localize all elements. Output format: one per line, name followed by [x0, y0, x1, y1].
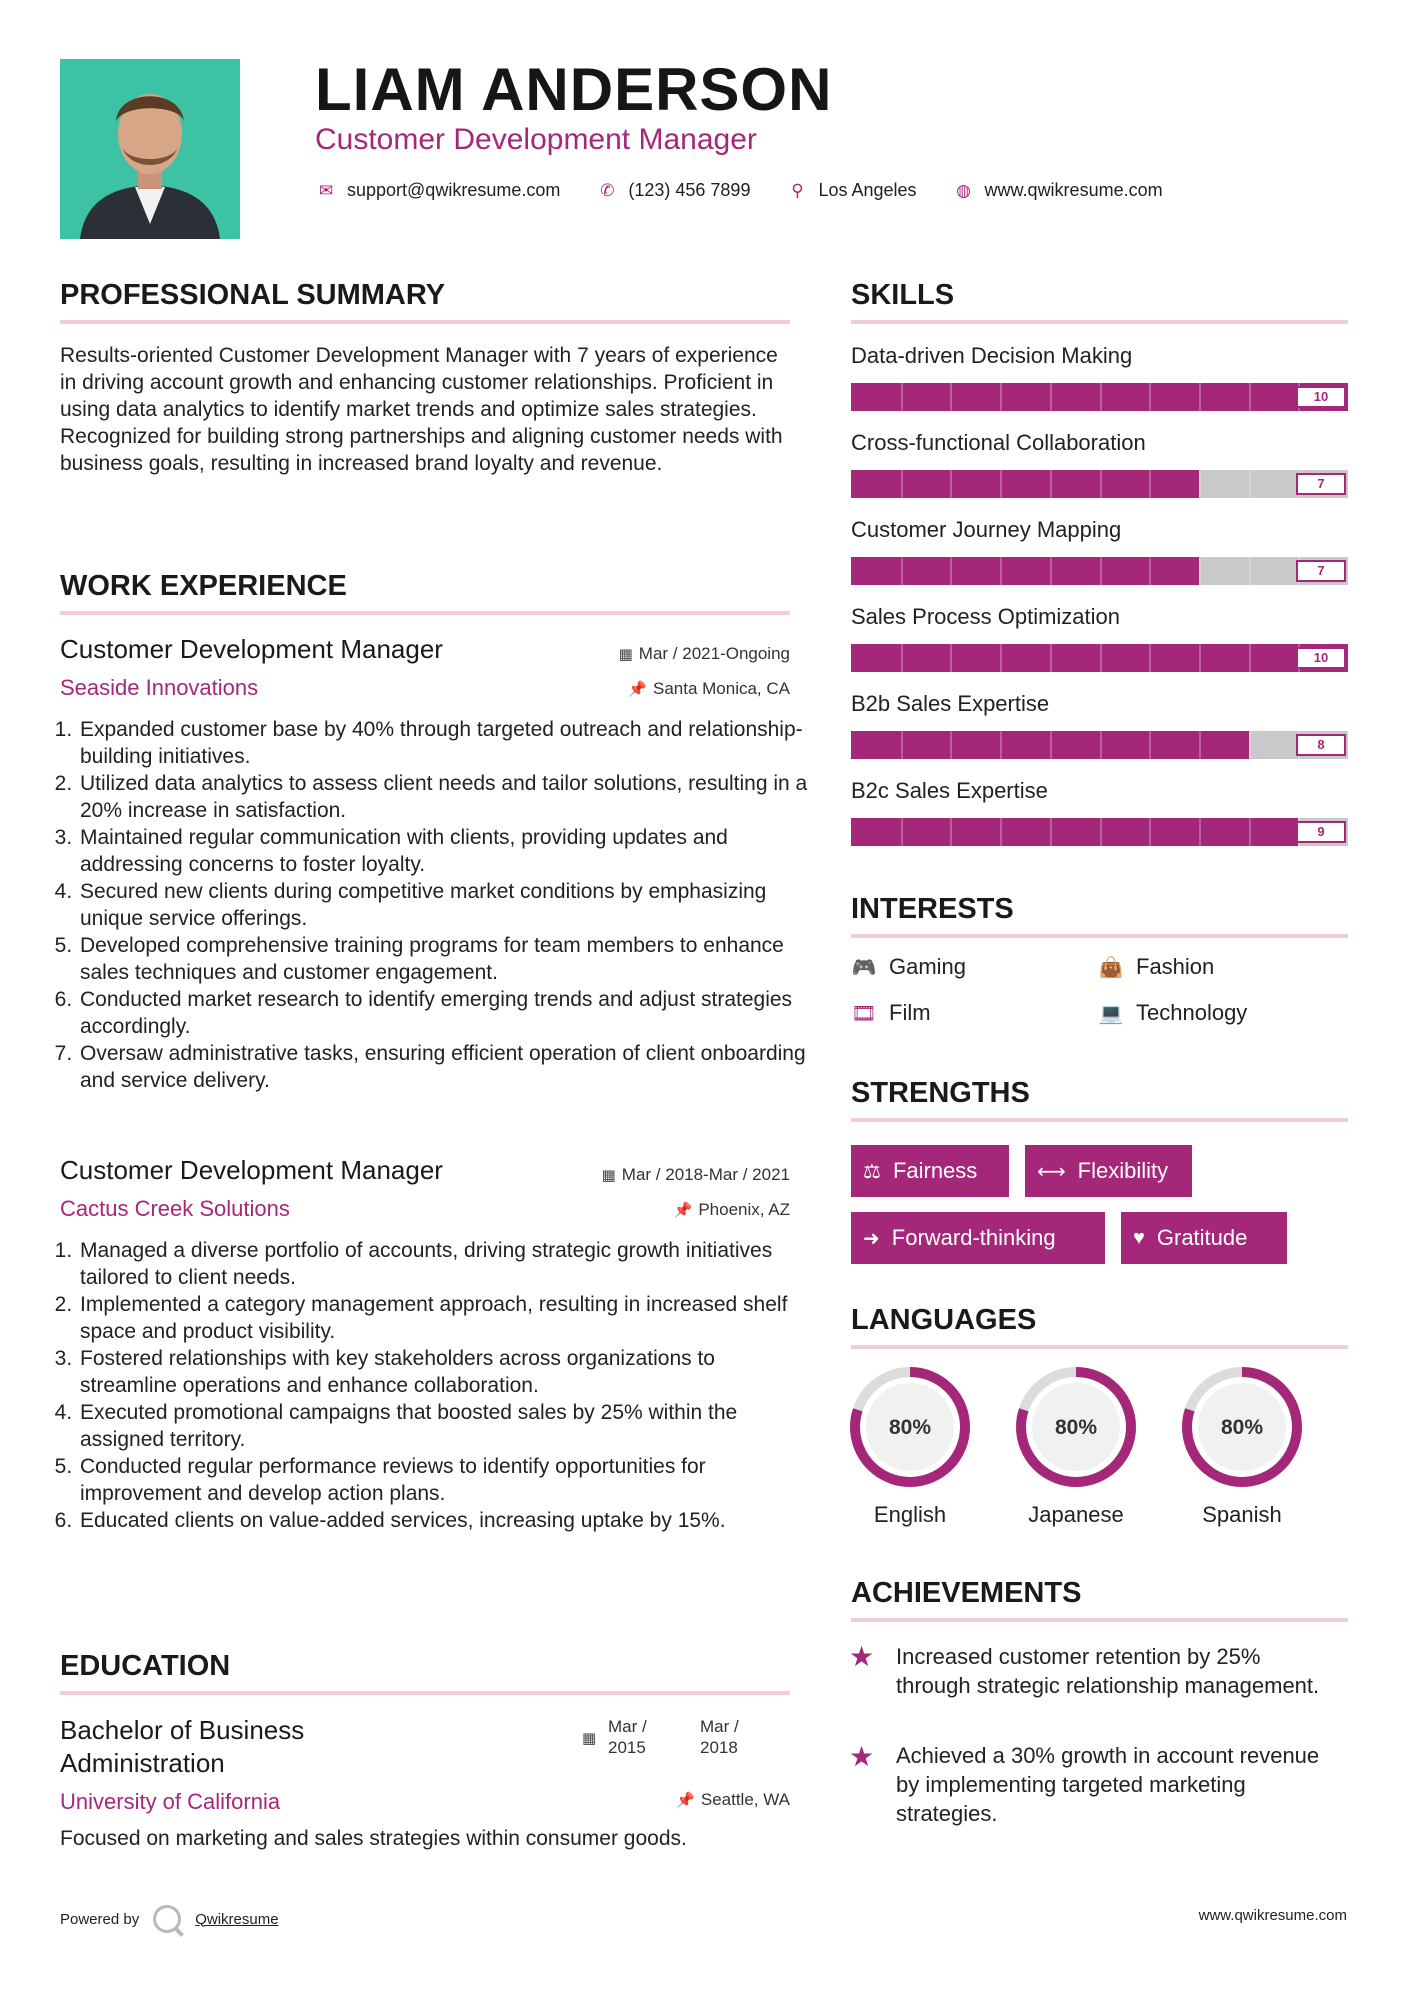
strength-forward-thinking [851, 1212, 1105, 1264]
job-company: Seaside Innovations [60, 675, 259, 700]
interest-label: Film [889, 1000, 931, 1025]
strengths-divider [851, 1118, 1348, 1122]
strength-fairness [851, 1145, 1009, 1197]
contact-bar [315, 180, 1189, 201]
skills-divider [851, 320, 1348, 324]
job-location [674, 1200, 790, 1220]
skill-bar-segment [1249, 644, 1251, 672]
education-location [676, 1790, 790, 1810]
job-bullets [60, 716, 813, 1094]
job-date-text: Mar / 2018-Mar / 2021 [621, 1165, 790, 1184]
list-item: 3. Maintained regular communication with clients, providing updates and addressing concerns to foster loyalty. [78, 824, 813, 878]
job-title: Customer Development Manager [60, 1155, 443, 1185]
summary-heading: PROFESSIONAL SUMMARY [60, 279, 446, 311]
skill-bar-segment [1249, 383, 1251, 411]
strength-gratitude [1121, 1212, 1287, 1264]
interest-film [851, 1000, 931, 1026]
list-item: 1. Expanded customer base by 40% through targeted outreach and relationship-building initiatives. [78, 716, 813, 770]
interest-label: Gaming [889, 954, 967, 979]
skill-item [851, 777, 1348, 857]
skill-bar-segment [1199, 470, 1201, 498]
education-end [700, 1716, 739, 1758]
skill-bar-fill [851, 818, 1298, 846]
star-icon: ★ [849, 1741, 875, 1772]
summary-text: Results-oriented Customer Development Manager with 7 years of experience in driving account growth and enhancing customer relationships. Proficient in using data analytics to identify market trends and optimize sales strategies. Recognized for building strong partnerships and aligning customer needs with business goals, resulting in increased brand loyalty and revenue. [60, 344, 783, 475]
powered-by-text: Powered by [60, 1910, 140, 1928]
skill-bar-segment [1000, 644, 1002, 672]
education-location-text: Seattle, WA [700, 1790, 790, 1809]
skill-name: Customer Journey Mapping [851, 517, 1122, 542]
skill-bar-segment [1050, 644, 1052, 672]
calendar-icon: ▦ [601, 1167, 616, 1184]
profile-photo [60, 59, 240, 239]
list-item: 5. Conducted regular performance reviews to identify opportunities for improvement and develop action plans. [78, 1453, 813, 1507]
strengths-heading: STRENGTHS [851, 1077, 1030, 1109]
skill-bar-segment [1199, 818, 1201, 846]
skill-level: 8 [1296, 734, 1346, 756]
skill-bar-segment [1100, 383, 1102, 411]
calendar-icon: ▦ [618, 646, 633, 663]
job-bullets [60, 1237, 813, 1534]
skill-bar-segment [1050, 383, 1052, 411]
contact-phone[interactable]: (123) 456 7899 [628, 180, 751, 200]
skill-item [851, 342, 1348, 422]
achievements-divider [851, 1618, 1348, 1622]
skill-bar-segment [1100, 731, 1102, 759]
education-start-line-2: 2015 [608, 1738, 646, 1757]
languages-list [840, 1362, 1340, 1542]
list-item: 1. Managed a diverse portfolio of accounts, driving strategic growth initiatives tailored to client needs. [78, 1237, 813, 1291]
arrows-horizontal-icon: ⟷ [1037, 1160, 1066, 1183]
degree-line-2: Administration [60, 1748, 225, 1778]
skill-bar-segment [1149, 644, 1151, 672]
achievements-heading: ACHIEVEMENTS [851, 1577, 1082, 1609]
candidate-title: Customer Development Manager [315, 123, 757, 156]
skill-bar-segment [1199, 383, 1201, 411]
laptop-icon: 💻 [1098, 1002, 1124, 1025]
skill-bar-segment [950, 557, 952, 585]
job-title: Customer Development Manager [60, 634, 443, 664]
pin-icon: 📌 [673, 1202, 693, 1219]
language-name: English [873, 1502, 947, 1527]
arrow-right-icon: ➜ [863, 1227, 880, 1250]
education-start-line-1: Mar / [608, 1717, 647, 1736]
star-icon: ★ [849, 1641, 875, 1672]
education-start [608, 1716, 647, 1758]
skill-bar-segment [1000, 557, 1002, 585]
candidate-name: LIAM ANDERSON [315, 56, 833, 123]
education-heading: EDUCATION [60, 1650, 231, 1682]
skill-bar [851, 470, 1348, 498]
envelope-icon: ✉ [318, 180, 334, 200]
strength-flexibility [1025, 1145, 1192, 1197]
skill-item [851, 429, 1348, 509]
achievement-item: Achieved a 30% growth in account revenue by implementing targeted marketing strategies. [896, 1743, 1320, 1826]
interest-gaming [851, 954, 966, 980]
skill-name: B2c Sales Expertise [851, 778, 1048, 803]
avatar [60, 59, 240, 239]
list-item: 6. Educated clients on value-added services, increasing uptake by 15%. [78, 1507, 813, 1534]
skill-bar-segment [1199, 731, 1201, 759]
work-divider [60, 611, 790, 615]
list-item: 5. Developed comprehensive training programs for team members to enhance sales techniques and customer engagement. [78, 932, 813, 986]
degree-title [60, 1714, 304, 1780]
qwikresume-logo-icon [153, 1905, 181, 1933]
skill-name: B2b Sales Expertise [851, 691, 1050, 716]
interest-label: Fashion [1136, 954, 1215, 979]
job-date-text: Mar / 2021-Ongoing [638, 644, 790, 663]
list-item: 7. Oversaw administrative tasks, ensuring efficient operation of client onboarding and service delivery. [78, 1040, 813, 1094]
skill-bar-segment [901, 644, 903, 672]
skill-bar-segment [950, 470, 952, 498]
contact-website[interactable]: www.qwikresume.com [984, 180, 1163, 200]
skill-bar-fill [851, 557, 1199, 585]
list-item: 4. Secured new clients during competitive market conditions by emphasizing unique service offerings. [78, 878, 813, 932]
language-name: Japanese [1028, 1502, 1124, 1527]
language-ring [1006, 1362, 1146, 1492]
languages-heading: LANGUAGES [851, 1304, 1037, 1336]
skill-item [851, 516, 1348, 596]
job-location-text: Santa Monica, CA [652, 679, 790, 698]
brand-link[interactable]: Qwikresume [195, 1910, 279, 1928]
contact-email[interactable]: support@qwikresume.com [347, 180, 561, 200]
calendar-icon: ▦ [582, 1730, 597, 1747]
list-item: 3. Fostered relationships with key stakeholders across organizations to streamline operations and enhance collaboration. [78, 1345, 813, 1399]
language-percent: 80% [1054, 1416, 1098, 1439]
skill-bar-segment [1000, 470, 1002, 498]
skill-level: 10 [1296, 647, 1346, 669]
language-name: Spanish [1202, 1502, 1282, 1527]
language-percent: 80% [1220, 1416, 1264, 1439]
globe-icon: ◍ [956, 180, 971, 200]
language-item [1172, 1362, 1312, 1542]
skill-bar-fill [851, 470, 1199, 498]
work-heading: WORK EXPERIENCE [60, 570, 347, 602]
strength-label: Forward-thinking [891, 1225, 1056, 1250]
interest-fashion [1098, 954, 1214, 980]
degree-line-1: Bachelor of Business [60, 1715, 305, 1745]
strength-label: Fairness [892, 1158, 978, 1183]
summary-divider [60, 320, 790, 324]
skill-level: 7 [1296, 473, 1346, 495]
pin-icon: 📌 [676, 1792, 695, 1809]
skill-bar-segment [1050, 470, 1052, 498]
skill-bar-segment [950, 644, 952, 672]
strength-label: Gratitude [1156, 1225, 1248, 1250]
skill-bar [851, 383, 1348, 411]
job-location-text: Phoenix, AZ [698, 1200, 790, 1219]
language-percent: 80% [888, 1416, 932, 1439]
achievement-item: Increased customer retention by 25% through strategic relationship management. [896, 1644, 1320, 1698]
heart-icon: ♥ [1133, 1226, 1145, 1249]
interest-technology [1098, 1000, 1247, 1026]
interests-divider [851, 934, 1348, 938]
skill-bar-segment [1050, 731, 1052, 759]
language-item [840, 1362, 980, 1542]
education-end-line-2: 2018 [700, 1738, 738, 1757]
skill-level: 9 [1296, 821, 1346, 843]
skill-name: Sales Process Optimization [851, 604, 1120, 629]
map-pin-icon: ⚲ [791, 180, 804, 200]
skill-item [851, 690, 1348, 770]
skill-bar-segment [901, 818, 903, 846]
shopping-bag-icon: 👜 [1098, 956, 1124, 979]
job-date [602, 1165, 790, 1185]
skill-bar [851, 818, 1348, 846]
skill-bar-segment [1100, 470, 1102, 498]
strength-label: Flexibility [1077, 1158, 1169, 1183]
contact-location: Los Angeles [818, 180, 917, 200]
skill-bar-segment [1000, 818, 1002, 846]
skill-item [851, 603, 1348, 683]
skill-bar [851, 644, 1348, 672]
skill-bar-segment [1149, 557, 1151, 585]
education-end-line-1: Mar / [700, 1717, 739, 1736]
skill-bar-segment [1249, 557, 1251, 585]
footer-powered [60, 1905, 279, 1933]
skill-name: Data-driven Decision Making [851, 343, 1133, 368]
footer-website[interactable]: www.qwikresume.com [1198, 1907, 1347, 1924]
list-item: 2. Implemented a category management approach, resulting in increased shelf space and product visibility. [78, 1291, 813, 1345]
skill-bar-segment [1100, 557, 1102, 585]
balance-scale-icon: ⚖ [863, 1160, 881, 1183]
pin-icon: 📌 [628, 681, 647, 698]
job-date [619, 644, 790, 664]
list-item: 6. Conducted market research to identify emerging trends and adjust strategies accordingly. [78, 986, 813, 1040]
skill-level: 10 [1296, 386, 1346, 408]
language-ring [840, 1362, 980, 1492]
skill-bar-segment [1000, 731, 1002, 759]
education-description: Focused on marketing and sales strategies within consumer goods. [60, 1827, 687, 1850]
skill-bar-segment [901, 731, 903, 759]
gamepad-icon: 🎮 [851, 956, 877, 979]
skills-heading: SKILLS [851, 279, 955, 311]
skill-bar [851, 731, 1348, 759]
skill-bar-segment [1149, 818, 1151, 846]
skill-bar [851, 557, 1348, 585]
job-location [628, 679, 790, 699]
skill-bar-segment [1050, 818, 1052, 846]
language-item [1006, 1362, 1146, 1542]
skill-bar-segment [950, 818, 952, 846]
list-item: 2. Utilized data analytics to assess client needs and tailor solutions, resulting in a 20% increase in satisfaction. [78, 770, 813, 824]
skill-bar-segment [1100, 644, 1102, 672]
skill-bar-segment [901, 557, 903, 585]
skill-bar-segment [1100, 818, 1102, 846]
phone-icon: ✆ [600, 180, 615, 200]
skill-bar-segment [1149, 731, 1151, 759]
skill-level: 7 [1296, 560, 1346, 582]
skill-bar-segment [901, 470, 903, 498]
list-item: 4. Executed promotional campaigns that boosted sales by 25% within the assigned territory. [78, 1399, 813, 1453]
skill-bar-segment [950, 731, 952, 759]
skill-bar-segment [1249, 731, 1251, 759]
skill-bar-segment [901, 383, 903, 411]
skill-bar-segment [1199, 557, 1201, 585]
film-icon: 🎞 [851, 1002, 877, 1025]
skill-bar-segment [950, 383, 952, 411]
skill-bar-segment [1249, 818, 1251, 846]
skill-bar-segment [1050, 557, 1052, 585]
skill-bar-segment [1000, 383, 1002, 411]
languages-divider [851, 1345, 1348, 1349]
language-ring [1172, 1362, 1312, 1492]
education-divider [60, 1691, 790, 1695]
skill-bar-segment [1249, 470, 1251, 498]
education-school: University of California [60, 1789, 281, 1814]
skill-bar-segment [1149, 470, 1151, 498]
job-company: Cactus Creek Solutions [60, 1196, 290, 1221]
interests-heading: INTERESTS [851, 893, 1014, 925]
skill-bar-segment [1199, 644, 1201, 672]
skill-bar-segment [1149, 383, 1151, 411]
skill-name: Cross-functional Collaboration [851, 430, 1146, 455]
interest-label: Technology [1136, 1000, 1248, 1025]
